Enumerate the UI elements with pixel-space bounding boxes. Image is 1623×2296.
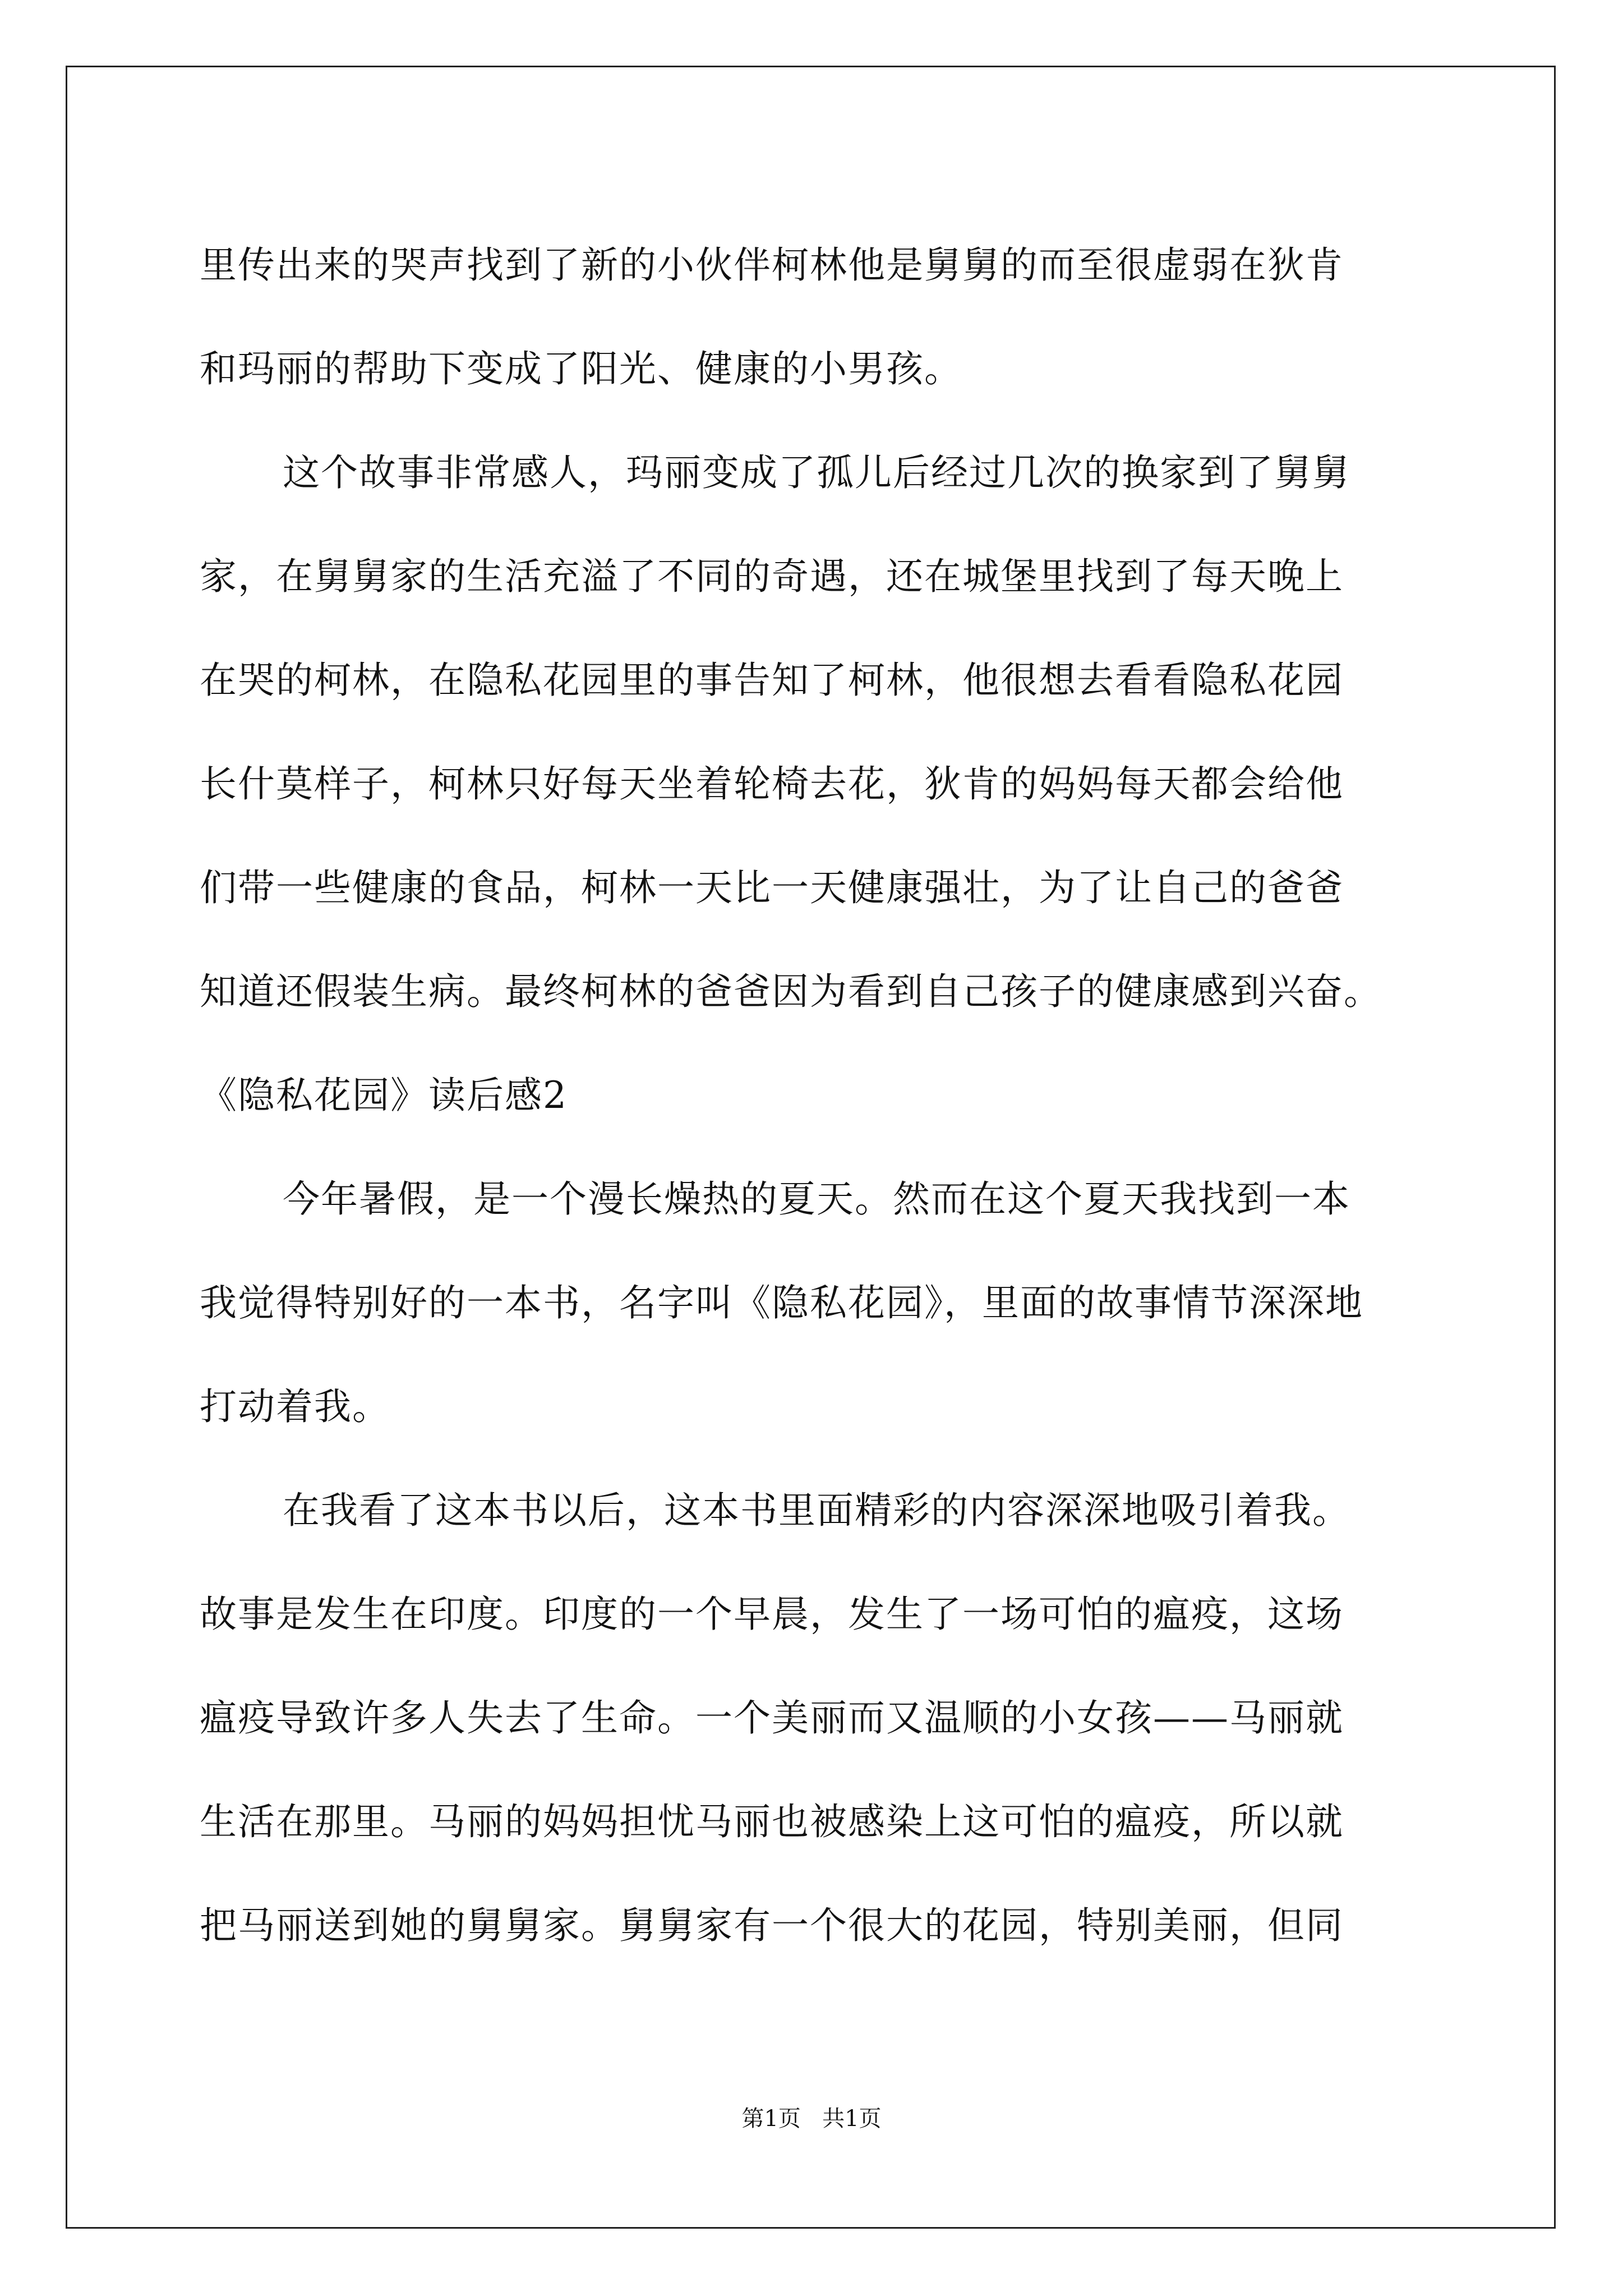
page-footer [0,2102,1623,2136]
document-body [200,213,1433,1977]
section-heading: 《隐私花园》读后感2 [200,1074,568,1117]
text-line: 我觉得特别好的一本书，名字叫《隐私花园》，里面的故事情节深深地 [200,1281,1363,1324]
text-line: 知道还假装生病。最终柯林的爸爸因为看到自己孩子的健康感到兴奋。 [200,970,1382,1013]
text-line: 生活在那里。马丽的妈妈担忧马丽也被感染上这可怕的瘟疫，所以就 [200,1800,1344,1843]
text-line: 和玛丽的帮助下变成了阳光、健康的小男孩。 [200,347,962,390]
paragraph-start-line: 这个故事非常感人，玛丽变成了孤儿后经过几次的换家到了舅舅 [283,451,1350,494]
text-line: 里传出来的哭声找到了新的小伙伴柯林他是舅舅的而至很虚弱在狄肯 [200,243,1344,287]
text-line: 把马丽送到她的舅舅家。舅舅家有一个很大的花园，特别美丽，但同 [200,1904,1344,1947]
page-number: 第1页 [741,2106,801,2132]
page-total: 共1页 [822,2106,882,2132]
text-line: 长什莫样子，柯林只好每天坐着轮椅去花，狄肯的妈妈每天都会给他 [200,762,1344,806]
text-line: 瘟疫导致许多人失去了生命。一个美丽而又温顺的小女孩——马丽就 [200,1696,1344,1740]
text-line: 家，在舅舅家的生活充溢了不同的奇遇，还在城堡里找到了每天晚上 [200,555,1344,598]
text-line: 打动着我。 [200,1385,390,1428]
text-line: 们带一些健康的食品，柯林一天比一天健康强壮，为了让自己的爸爸 [200,866,1344,909]
text-line: 故事是发生在印度。印度的一个早晨，发生了一场可怕的瘟疫，这场 [200,1593,1344,1636]
paragraph-start-line: 在我看了这本书以后，这本书里面精彩的内容深深地吸引着我。 [283,1489,1350,1532]
paragraph-start-line: 今年暑假，是一个漫长燥热的夏天。然而在这个夏天我找到一本 [283,1177,1350,1221]
text-line: 在哭的柯林，在隐私花园里的事告知了柯林，他很想去看看隐私花园 [200,659,1344,702]
